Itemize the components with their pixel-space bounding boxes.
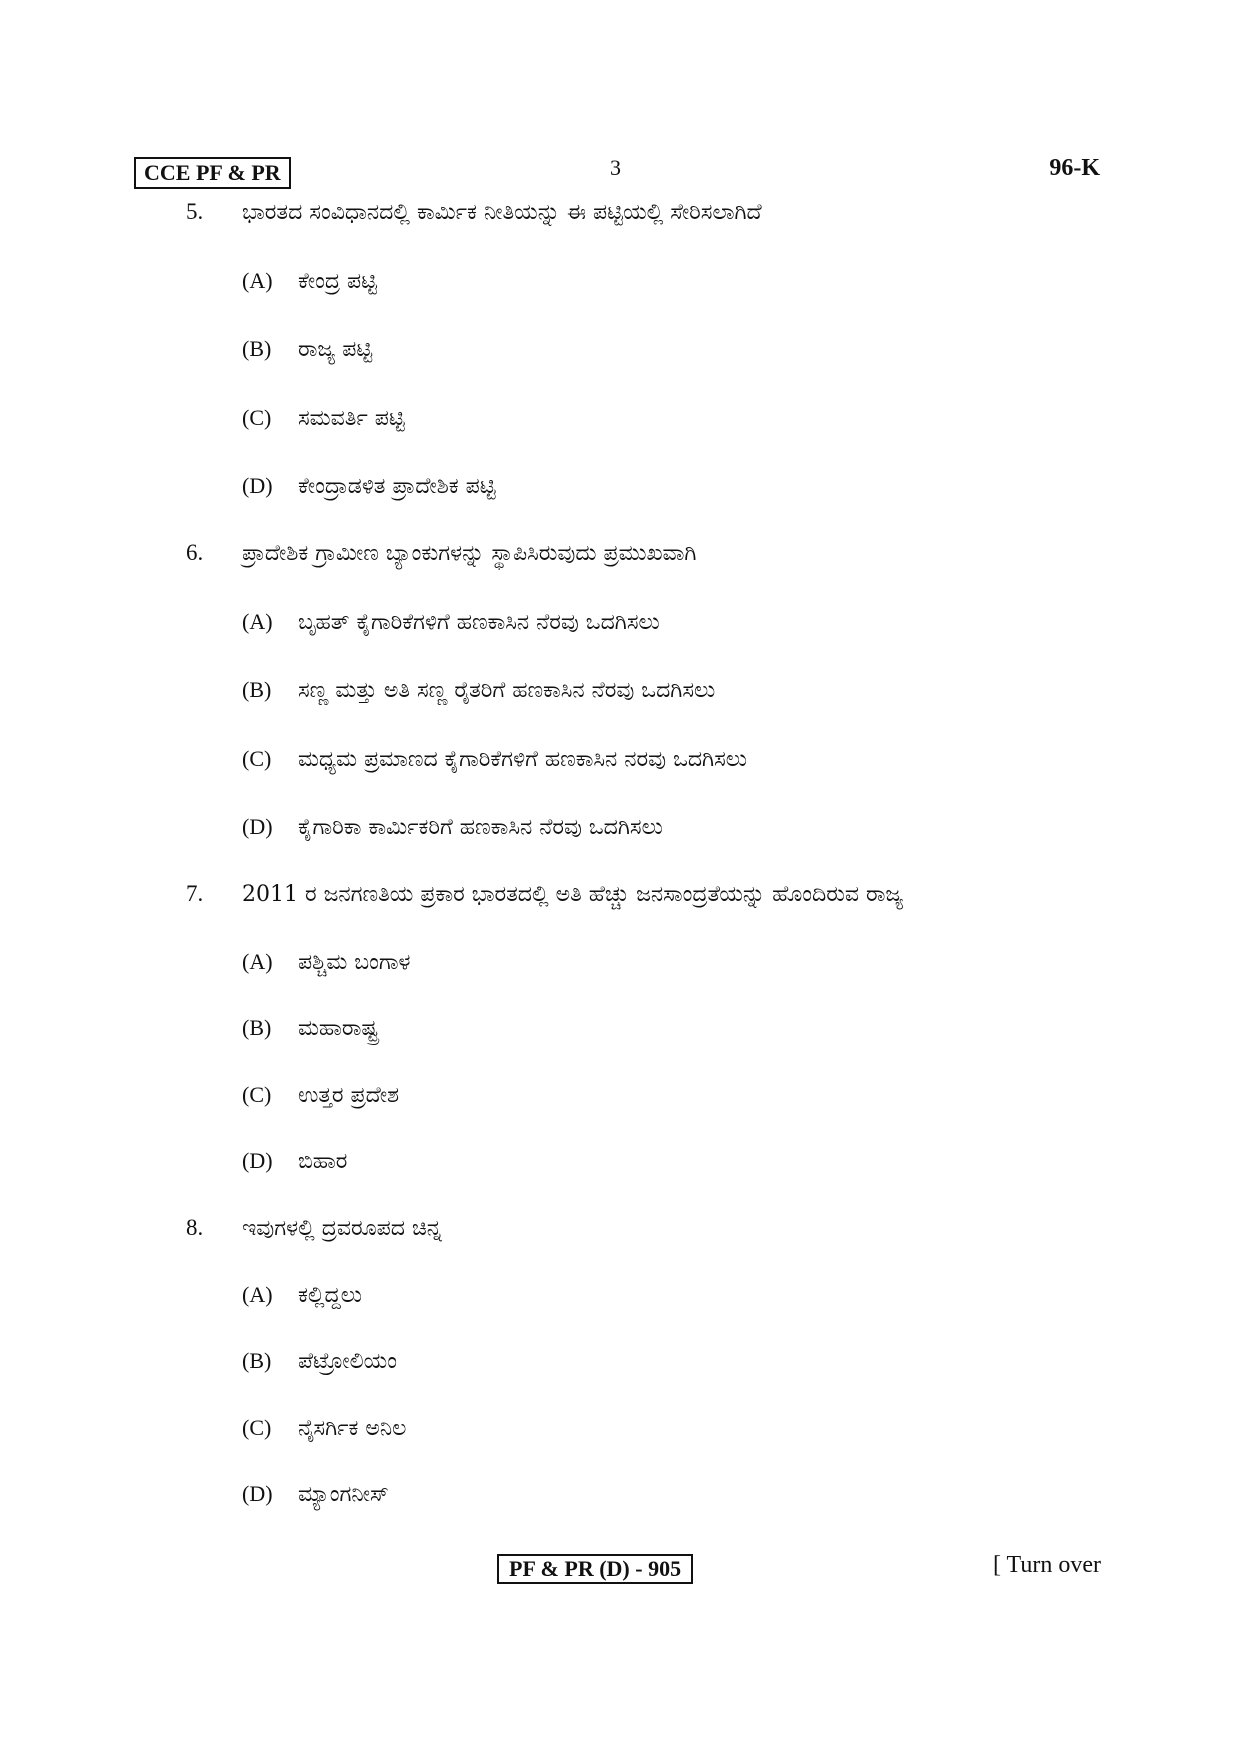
question-6 [186,538,696,569]
option-text: ಮಹಾರಾಷ್ಟ್ರ [298,1016,379,1041]
option-label: (B) [242,336,272,361]
option-text: ಬೃಹತ್ ಕೈಗಾರಿಕೆಗಳಿಗೆ ಹಣಕಾಸಿನ ನೆರವು ಒದಗಿಸಲು [298,610,660,635]
option-text: ಪಶ್ಚಿಮ ಬಂಗಾಳ [298,950,411,975]
question-7 [186,879,903,910]
option-5a [242,266,377,297]
option-text: ರಾಜ್ಯ ಪಟ್ಟಿ [298,337,373,362]
question-text: ಭಾರತದ ಸಂವಿಧಾನದಲ್ಲಿ ಕಾರ್ಮಿಕ ನೀತಿಯನ್ನು ಈ ಪಟ್ಟಿಯಲ್ಲಿ ಸೇರಿಸಲಾಗಿದೆ [242,200,762,225]
turn-over-note: [ Turn over [992,1552,1101,1578]
option-label: (B) [242,1348,272,1373]
question-number: 5. [186,199,204,224]
option-8c [242,1413,406,1444]
question-number: 7. [186,881,204,906]
paper-code-box: CCE PF & PR [134,157,291,189]
page-number: 3 [610,155,621,180]
option-text: ನೈಸರ್ಗಿಕ ಅನಿಲ [298,1416,407,1441]
option-text: ಕೇಂದ್ರಾಡಳಿತ ಪ್ರಾದೇಶಿಕ ಪಟ್ಟಿ [298,474,496,499]
option-text: ಕೈಗಾರಿಕಾ ಕಾರ್ಮಿಕರಿಗೆ ಹಣಕಾಸಿನ ನೆರವು ಒದಗಿಸಲು [298,815,663,840]
option-text: ಮಧ್ಯಮ ಪ್ರಮಾಣದ ಕೈಗಾರಿಕೆಗಳಿಗೆ ಹಣಕಾಸಿನ ನರವು ಒದಗಿಸಲು [298,747,748,772]
question-text: 2011 ರ ಜನಗಣತಿಯ ಪ್ರಕಾರ ಭಾರತದಲ್ಲಿ ಅತಿ ಹೆಚ್ಚು ಜನಸಾಂದ್ರತೆಯನ್ನು ಹೊಂದಿರುವ ರಾಜ್ಯ [242,882,904,907]
option-label: (D) [242,1481,273,1506]
option-text: ಕಲ್ಲಿದ್ದಲು [298,1283,362,1308]
option-7c [242,1080,399,1111]
option-5c [242,403,405,434]
option-label: (D) [242,1148,273,1173]
option-text: ಸಣ್ಣ ಮತ್ತು ಅತಿ ಸಣ್ಣ ರೈತರಿಗೆ ಹಣಕಾಸಿನ ನೆರವು ಒದಗಿಸಲು [298,678,716,703]
option-7d [242,1146,347,1177]
question-number: 6. [186,540,204,565]
option-label: (D) [242,473,273,498]
option-5d [242,471,496,502]
option-label: (C) [242,1415,272,1440]
question-5 [186,197,762,228]
option-label: (C) [242,1082,272,1107]
option-6d [242,812,663,843]
option-text: ಬಿಹಾರ [298,1149,348,1174]
option-label: (B) [242,677,272,702]
question-8 [186,1213,442,1244]
option-6a [242,607,660,638]
footer-code-box: PF & PR (D) - 905 [497,1554,693,1584]
question-number: 8. [186,1215,204,1240]
option-label: (D) [242,814,273,839]
option-text: ಪೆಟ್ರೋಲಿಯಂ [298,1349,397,1374]
question-text: ಪ್ರಾದೇಶಿಕ ಗ್ರಾಮೀಣ ಬ್ಯಾಂಕುಗಳನ್ನು ಸ್ಥಾಪಿಸಿರುವುದು ಪ್ರಮುಖವಾಗಿ [242,541,697,566]
option-text: ಕೇಂದ್ರ ಪಟ್ಟಿ [298,269,378,294]
option-label: (C) [242,746,272,771]
option-text: ಉತ್ತರ ಪ್ರದೇಶ [298,1083,400,1108]
option-5b [242,334,372,365]
option-8b [242,1346,397,1377]
option-label: (B) [242,1015,272,1040]
option-7b [242,1013,379,1044]
option-6b [242,675,715,706]
option-8a [242,1280,362,1311]
option-text: ಮ್ಯಾಂಗನೀಸ್ [298,1482,389,1507]
option-6c [242,744,747,775]
option-label: (A) [242,1282,273,1307]
option-text: ಸಮವರ್ತಿ ಪಟ್ಟಿ [298,406,405,431]
option-label: (A) [242,268,273,293]
option-label: (A) [242,609,273,634]
option-label: (C) [242,405,272,430]
paper-code: 96-K [1049,155,1100,181]
option-8d [242,1479,389,1510]
question-text: ಇವುಗಳಲ್ಲಿ ದ್ರವರೂಪದ ಚಿನ್ನ [242,1216,442,1241]
option-label: (A) [242,949,273,974]
option-7a [242,947,411,978]
